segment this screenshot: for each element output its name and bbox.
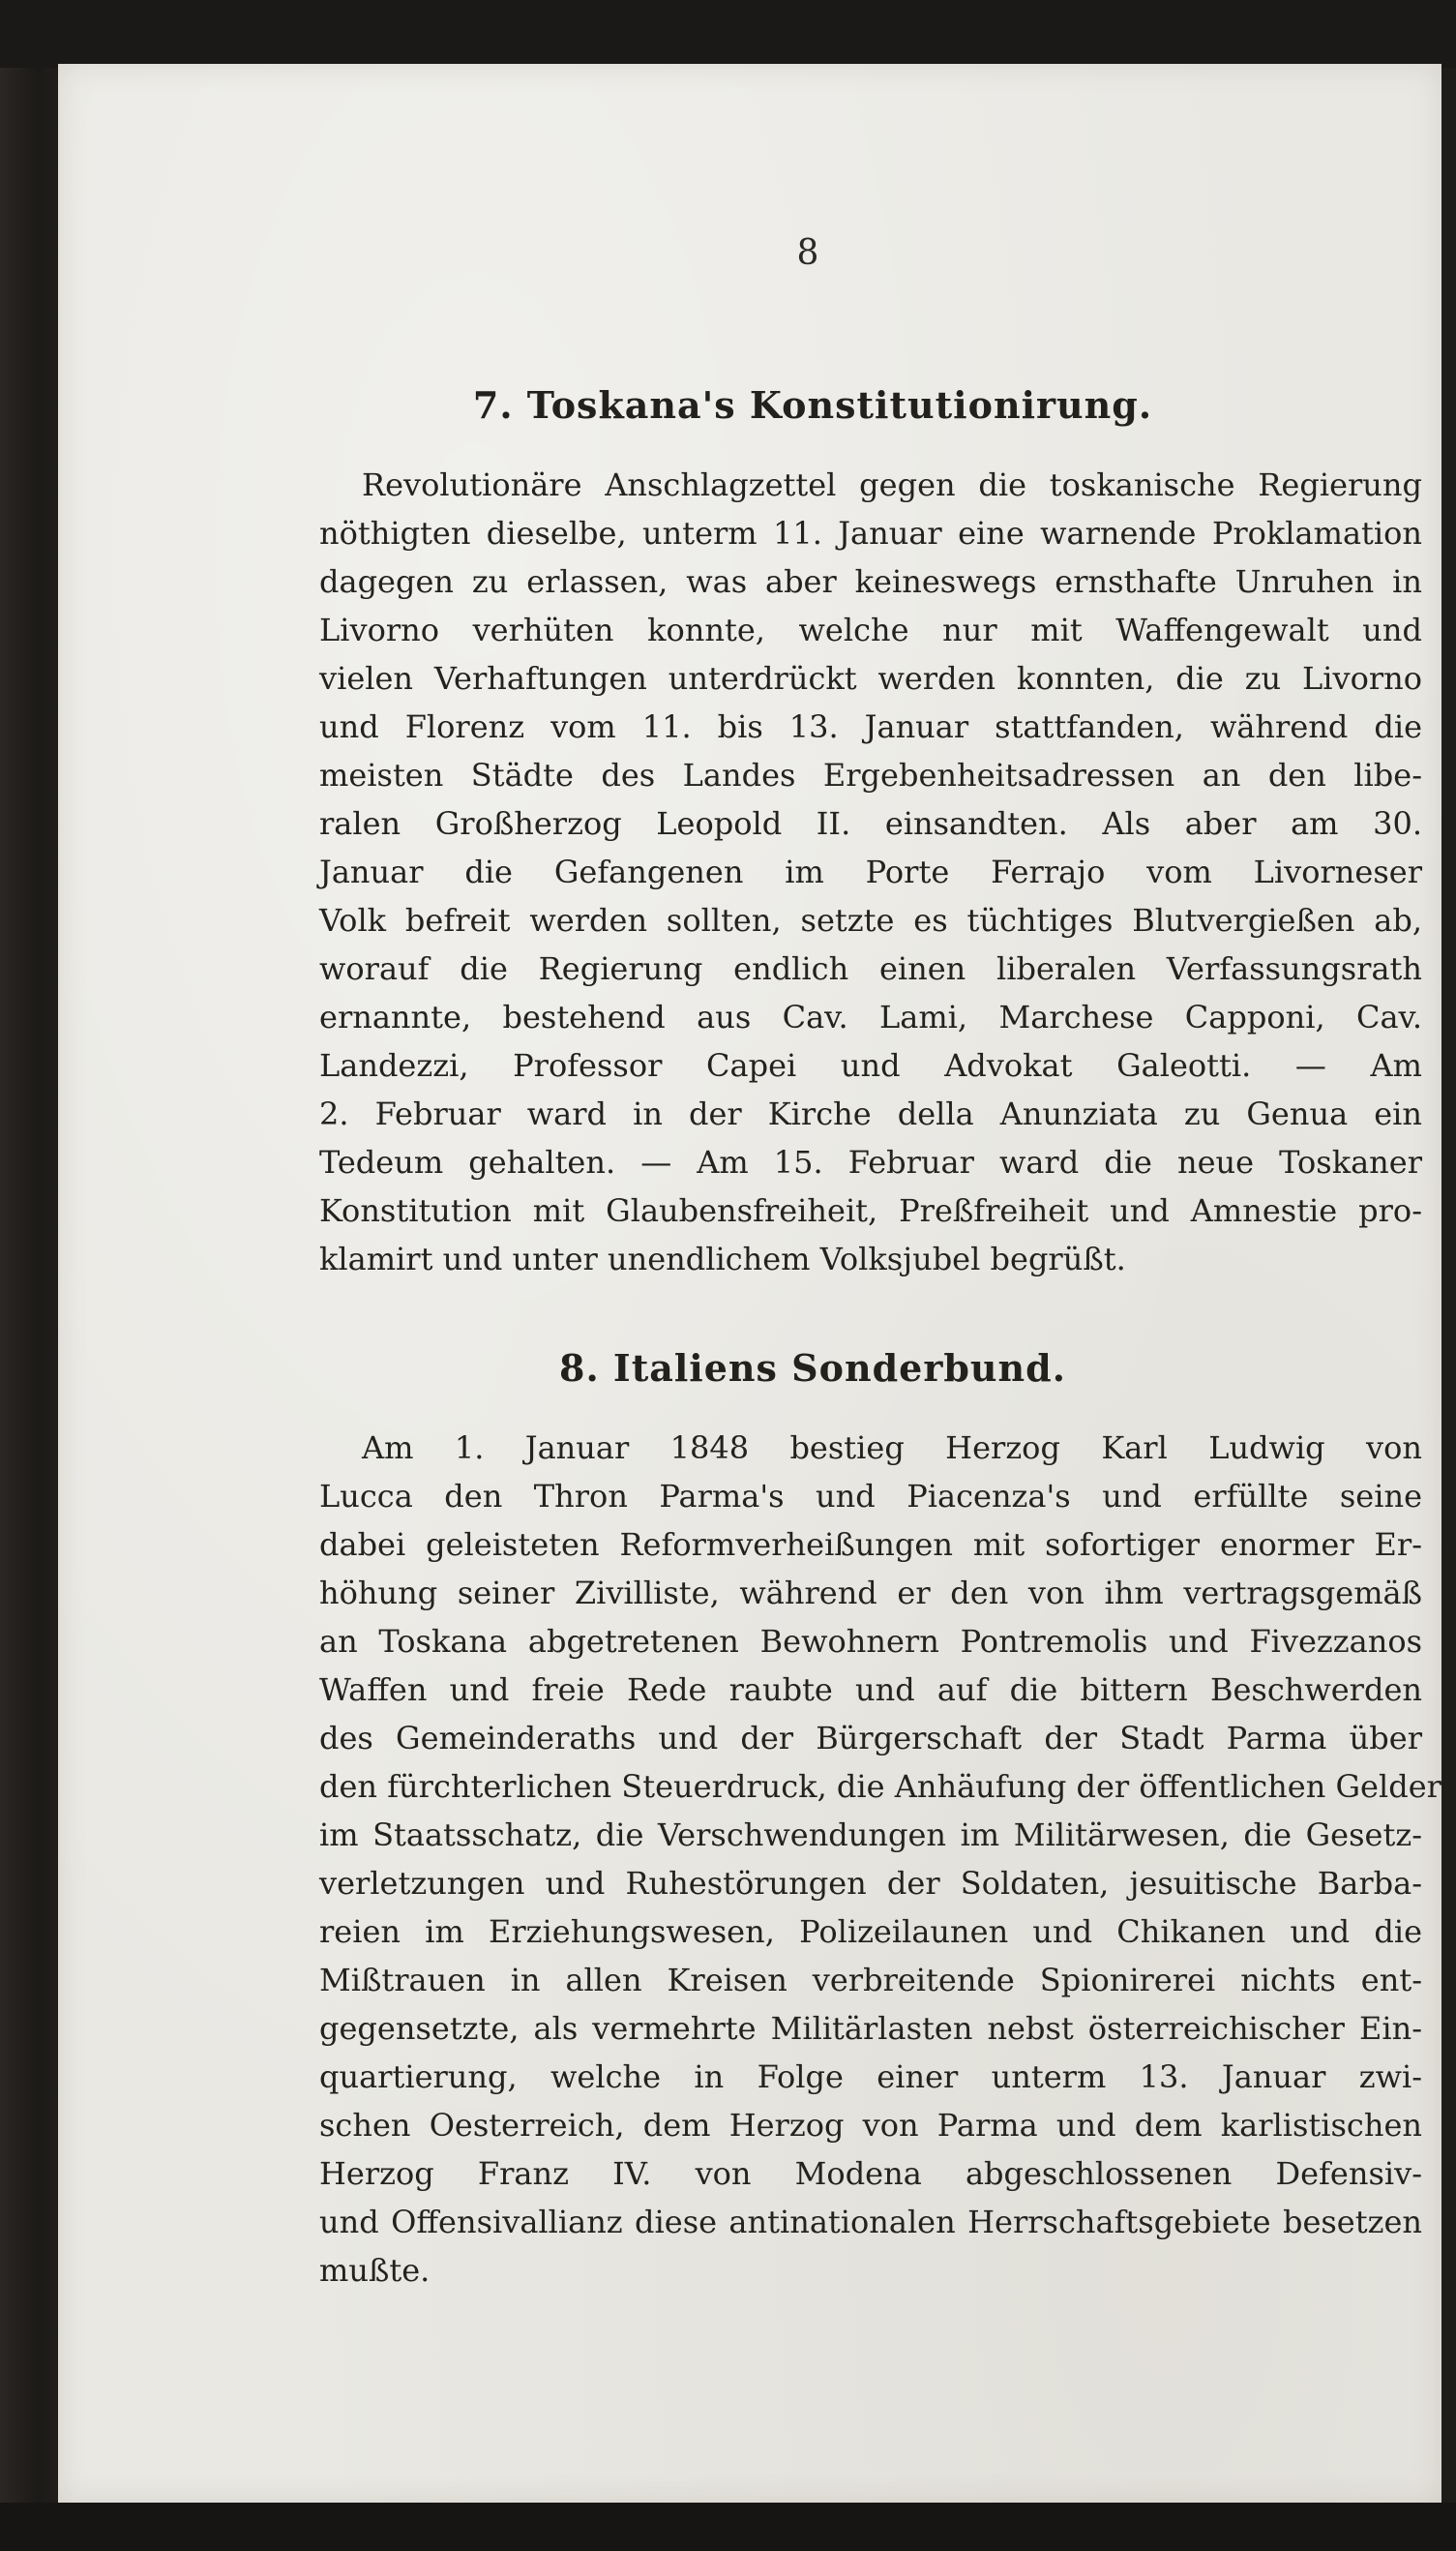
section-heading-sonderbund: 8. Italiens Sonderbund. — [559, 1346, 1066, 1390]
section-heading-toskana: 7. Toskana's Konstitutionirung. — [472, 383, 1153, 427]
text-line: Lucca den Thron Parma's und Piacenza's und erfüllte seine — [319, 1478, 1422, 1515]
text-line: ernannte, bestehend aus Cav. Lami, Marchese Capponi, Cav. — [319, 999, 1422, 1035]
text-line: des Gemeinderaths und der Bürgerschaft der Stadt Parma über — [319, 1720, 1422, 1756]
text-line: Herzog Franz IV. von Modena abgeschlossenen Defensiv- — [319, 2155, 1422, 2192]
scan-bottom-border — [0, 2503, 1456, 2551]
section-body-sonderbund — [319, 1424, 1441, 2295]
text-line: Tedeum gehalten. — Am 15. Februar ward die neue Toskaner — [319, 1144, 1422, 1181]
text-line: im Staatsschatz, die Verschwendungen im Militärwesen, die Gesetz- — [319, 1816, 1422, 1853]
text-line: Waffen und freie Rede raubte und auf die bittern Beschwerden — [319, 1671, 1422, 1708]
page-number: 8 — [796, 233, 819, 273]
text-line: 2. Februar ward in der Kirche della Anunziata zu Genua ein — [319, 1095, 1422, 1132]
text-line: worauf die Regierung endlich einen liberalen Verfassungsrath — [319, 950, 1422, 987]
text-line: Livorno verhüten konnte, welche nur mit Waffengewalt und — [319, 612, 1422, 648]
text-line: an Toskana abgetretenen Bewohnern Pontremolis und Fivezzanos — [319, 1623, 1422, 1660]
text-line: Revolutionäre Anschlagzettel gegen die toskanische Regierung — [362, 466, 1422, 503]
text-line: Am 1. Januar 1848 bestieg Herzog Karl Ludwig von — [362, 1429, 1422, 1466]
text-line: reien im Erziehungswesen, Polizeilaunen und Chikanen und die — [319, 1913, 1422, 1950]
text-line: schen Oesterreich, dem Herzog von Parma und dem karlistischen — [319, 2107, 1422, 2144]
section-body-toskana — [319, 461, 1422, 1283]
text-line: Landezzi, Professor Capei und Advokat Galeotti. — Am — [319, 1047, 1422, 1084]
text-line: dabei geleisteten Reformverheißungen mit sofortiger enormer Er- — [319, 1526, 1422, 1563]
text-line: vielen Verhaftungen unterdrückt werden konnten, die zu Livorno — [319, 660, 1422, 697]
text-line: höhung seiner Zivilliste, während er den von ihm vertragsgemäß — [319, 1575, 1422, 1611]
text-line: und Florenz vom 11. bis 13. Januar stattfanden, während die — [319, 708, 1422, 745]
text-line: dagegen zu erlassen, was aber keineswegs ernsthafte Unruhen in — [319, 563, 1422, 600]
text-line: gegensetzte, als vermehrte Militärlasten nebst österreichischer Ein- — [319, 2010, 1422, 2047]
scan-top-border — [0, 0, 1456, 68]
text-line: Januar die Gefangenen im Porte Ferrajo vom Livorneser — [319, 854, 1422, 890]
text-line: Konstitution mit Glaubensfreiheit, Preßfreiheit und Amnestie pro- — [319, 1192, 1422, 1229]
text-line: nöthigten dieselbe, unterm 11. Januar eine warnende Proklamation — [319, 515, 1422, 552]
book-page — [58, 64, 1441, 2503]
text-line: den fürchterlichen Steuerdruck, die Anhäufung der öffentlichen Gelder — [319, 1768, 1441, 1805]
text-line: mußte. — [319, 2252, 431, 2289]
text-line: ralen Großherzog Leopold II. einsandten. Als aber am 30. — [319, 805, 1422, 842]
text-line: klamirt und unter unendlichem Volksjubel begrüßt. — [319, 1241, 1126, 1277]
text-line: quartierung, welche in Folge einer unterm 13. Januar zwi- — [319, 2058, 1422, 2095]
text-line: Volk befreit werden sollten, setzte es tüchtiges Blutvergießen ab, — [319, 902, 1422, 939]
text-line: Mißtrauen in allen Kreisen verbreitende Spionirerei nichts ent- — [319, 1962, 1422, 1998]
text-line: verletzungen und Ruhestörungen der Soldaten, jesuitische Barba- — [319, 1865, 1422, 1902]
text-line: meisten Städte des Landes Ergebenheitsadressen an den libe- — [319, 757, 1422, 794]
text-line: und Offensivallianz diese antinationalen Herrschaftsgebiete besetzen — [319, 2204, 1422, 2240]
